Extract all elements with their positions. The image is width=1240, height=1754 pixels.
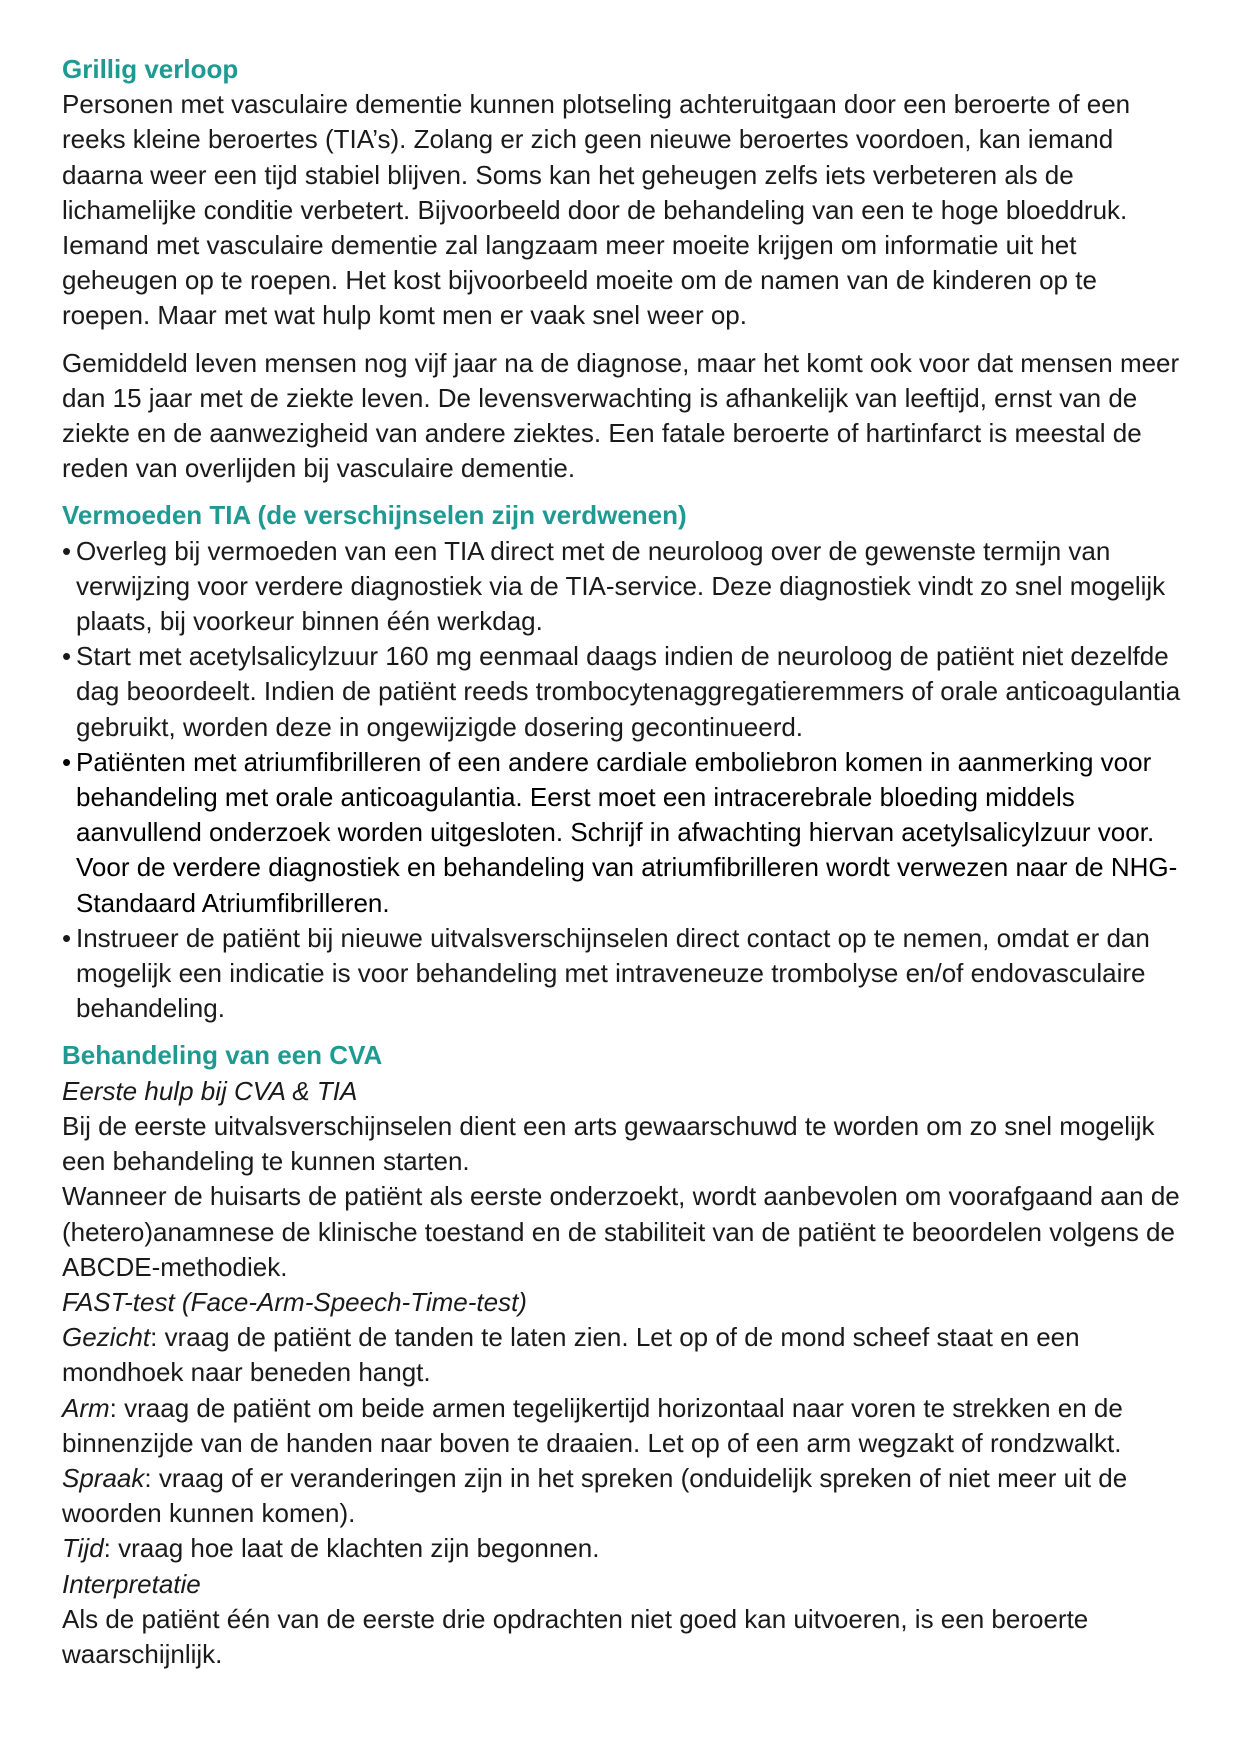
subheading-fast-test: FAST-test (Face-Arm-Speech-Time-test): [62, 1286, 527, 1317]
list-item-text: Overleg bij vermoeden van een TIA direct met de neuroloog over de gewenste termijn van verwijzing voor verdere diagnostiek via de TIA-service. Deze diagnostiek vindt zo snel mogelijk plaats, bij voorkeur binnen één werkdag.: [76, 535, 1166, 637]
fast-item-arm: [62, 1391, 1192, 1461]
subheading-interpretatie: Interpretatie: [62, 1568, 201, 1599]
fast-item-gezicht: [62, 1320, 1192, 1390]
bullet-icon: •: [62, 641, 72, 672]
fast-text: : vraag hoe laat de klachten zijn begonnen.: [103, 1533, 600, 1564]
list-item: [62, 534, 1192, 640]
document-page: [62, 52, 1192, 1672]
fast-item-spraak: [62, 1461, 1192, 1531]
heading-vermoeden-tia: Vermoeden TIA (de verschijnselen zijn verdwenen): [62, 500, 687, 531]
fast-term: Arm: [62, 1392, 110, 1423]
paragraph-cva-2: Wanneer de huisarts de patiënt als eerste onderzoekt, wordt aanbevolen om voorafgaand aan de (hetero)anamnese de klinische toestand en de stabiliteit van de patiënt te beoordelen volgens de ABCDE-methodiek.: [62, 1181, 1180, 1282]
subheading-eerste-hulp: Eerste hulp bij CVA & TIA: [62, 1075, 358, 1106]
list-item: [62, 639, 1192, 745]
tia-bullet-list: [62, 534, 1192, 1027]
paragraph-grillig-2: Gemiddeld leven mensen nog vijf jaar na de diagnose, maar het komt ook voor dat mensen meer dan 15 jaar met de ziekte leven. De levensverwachting is afhankelijk van leeftijd, ernst van de ziekte en de aanwezigheid van andere ziektes. Een fatale beroerte of hartinfarct is meestal de reden van overlijden bij vasculaire dementie.: [62, 347, 1180, 484]
fast-text: : vraag de patiënt de tanden te laten zien. Let op of de mond scheef staat en een mondhoek naar beneden hangt.: [62, 1322, 1080, 1388]
bullet-icon: •: [62, 535, 72, 566]
fast-term: Gezicht: [62, 1322, 151, 1353]
list-item-text: Start met acetylsalicylzuur 160 mg eenmaal daags indien de neuroloog de patiënt niet dezelfde dag beoordeelt. Indien de patiënt reeds trombocytenaggregatieremmers of orale anticoagulantia gebruikt, worden deze in ongewijzigde dosering gecontinueerd.: [76, 641, 1181, 742]
fast-text: : vraag of er veranderingen zijn in het spreken (onduidelijk spreken of niet meer uit de woorden kunnen komen).: [62, 1462, 1128, 1529]
bullet-icon: •: [62, 922, 72, 953]
paragraph-grillig-1: Personen met vasculaire dementie kunnen plotseling achteruitgaan door een beroerte of een reeks kleine beroertes (TIA’s). Zolang er zich geen nieuwe beroertes voordoen, kan iemand daarna weer een tijd stabiel blijven. Soms kan het geheugen zelfs iets verbeteren als de lichamelijke conditie verbetert. Bijvoorbeeld door de behandeling van een te hoge bloeddruk. Iemand met vasculaire dementie zal langzaam meer moeite krijgen om informatie uit het geheugen op te roepen. Het kost bijvoorbeeld moeite om de namen van de kinderen op te roepen. Maar met wat hulp komt men er vaak snel weer op.: [62, 89, 1131, 331]
bullet-icon: •: [62, 746, 72, 777]
list-item: [62, 745, 1192, 921]
list-item-text: Instrueer de patiënt bij nieuwe uitvalsverschijnselen direct contact op te nemen, omdat er dan mogelijk een indicatie is voor behandeling met intraveneuze trombolyse en/of endovasculaire behandeling.: [76, 922, 1150, 1024]
fast-term: Spraak: [62, 1462, 145, 1493]
list-item-text: Patiënten met atriumfibrilleren of een andere cardiale emboliebron komen in aanmerking voor behandeling met orale anticoagulantia. Eerst moet een intracerebrale bloeding middels aanvullend onderzoek worden uitgesloten. Schrijf in afwachting hiervan acetylsalicylzuur voor. Voor de verdere diagnostiek en behandeling van atriumfibrilleren wordt verwezen naar de NHG-Standaard Atriumfibrilleren.: [76, 746, 1178, 918]
paragraph-cva-1: Bij de eerste uitvalsverschijnselen dient een arts gewaarschuwd te worden om zo snel mogelijk een behandeling te kunnen starten.: [62, 1110, 1155, 1177]
list-item: [62, 921, 1192, 1027]
fast-text: : vraag de patiënt om beide armen tegelijkertijd horizontaal naar voren te strekken en de binnenzijde van de handen naar boven te draaien. Let op of een arm wegzakt of rondzwalkt.: [62, 1392, 1123, 1458]
paragraph-interpretatie: Als de patiënt één van de eerste drie opdrachten niet goed kan uitvoeren, is een beroerte waarschijnlijk.: [62, 1603, 1089, 1669]
heading-behandeling-cva: Behandeling van een CVA: [62, 1040, 383, 1071]
heading-grillig-verloop: Grillig verloop: [62, 54, 239, 84]
fast-item-tijd: [62, 1531, 1192, 1566]
fast-term: Tijd: [62, 1533, 104, 1564]
